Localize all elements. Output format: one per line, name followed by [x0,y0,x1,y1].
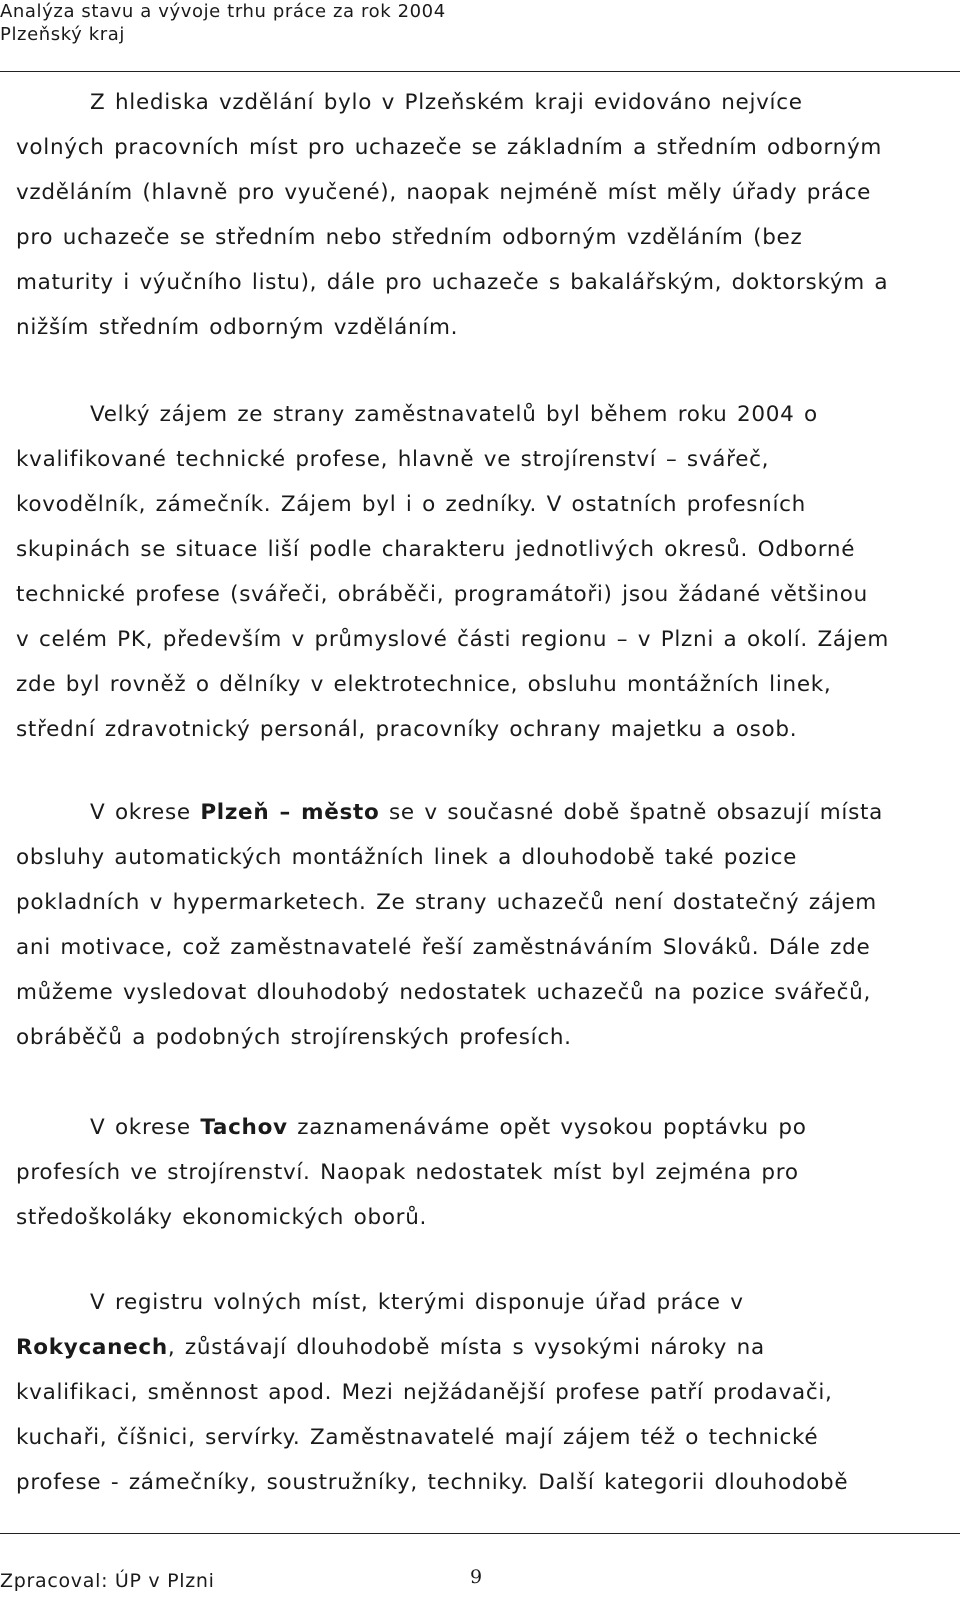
district-name: Tachov [200,1115,288,1140]
page-number: 9 [470,1566,483,1588]
footer-divider [0,1533,960,1534]
region-name: Plzeňský kraj [0,24,125,45]
paragraph-text: zaznamenáváme opět vysokou poptávku po profesích ve strojírenství. Naopak nedostatek míst byl zejména pro středoškoláky ekonomických oborů. [16,1115,807,1230]
page-header [0,0,960,72]
paragraph-text: Velký zájem ze strany zaměstnavatelů byl během roku 2004 o kvalifikované technické profese, hlavně ve strojírenství – svářeč, kovodělník, zámečník. Zájem byl i o zedníky. V ostatních profesních skupinách se situace liší podle charakteru jednotlivých okresů. Odborné technické profese (svářeči, obráběči, programátoři) jsou žádané většinou v celém PK, především v průmyslové části regionu – v Plzni a okolí. Zájem zde byl rovněž o dělníky v elektrotechnice, obsluhu montážních linek, střední zdravotnický personál, pracovníky ochrany majetku a osob. [16,402,890,742]
paragraph-plzen-mesto [16,790,883,1060]
paragraph-text: Z hlediska vzdělání bylo v Plzeňském kraji evidováno nejvíce volných pracovních míst pro uchazeče se základním a středním odborným vzděláním (hlavně pro vyučené), naopak nejméně míst měly úřady práce pro uchazeče se středním nebo středním odborným vzděláním (bez maturity i výučního listu), dále pro uchazeče s bakalářským, doktorským a nižším středním odborným vzděláním. [16,90,889,340]
paragraph-prefix: V okrese [90,800,201,825]
footer-processed-by: Zpracoval: ÚP v Plzni [0,1570,215,1592]
paragraph-text: , zůstávají dlouhodobě místa s vysokými nároky na kvalifikaci, směnnost apod. Mezi nejžádanější profese patří prodavači, kuchaři, číšnici, servírky. Zaměstnavatelé mají zájem též o technické profese - zámečníky, soustružníky, techniky. Další kategorii dlouhodobě [16,1335,849,1495]
header-divider [0,71,960,72]
paragraph-tachov [16,1105,807,1240]
paragraph-employer-demand [16,392,889,752]
paragraph-prefix: V okrese [90,1115,201,1140]
district-name: Plzeň – město [200,800,380,825]
document-title: Analýza stavu a vývoje trhu práce za rok 2004 [0,1,446,22]
paragraph-text: se v současné době špatně obsazují místa obsluhy automatických montážních linek a dlouhodobě také pozice pokladních v hypermarketech. Ze strany uchazečů není dostatečný zájem ani motivace, což zaměstnavatelé řeší zaměstnáváním Slováků. Dále zde můžeme vysledovat dlouhodobý nedostatek uchazečů na pozice svářečů, obráběčů a podobných strojírenských profesích. [16,800,883,1050]
paragraph-rokycany [16,1280,848,1505]
district-name: Rokycanech [16,1335,168,1360]
paragraph-prefix: V registru volných míst, kterými disponuje úřad práce v [90,1290,744,1315]
paragraph-education [16,80,888,350]
